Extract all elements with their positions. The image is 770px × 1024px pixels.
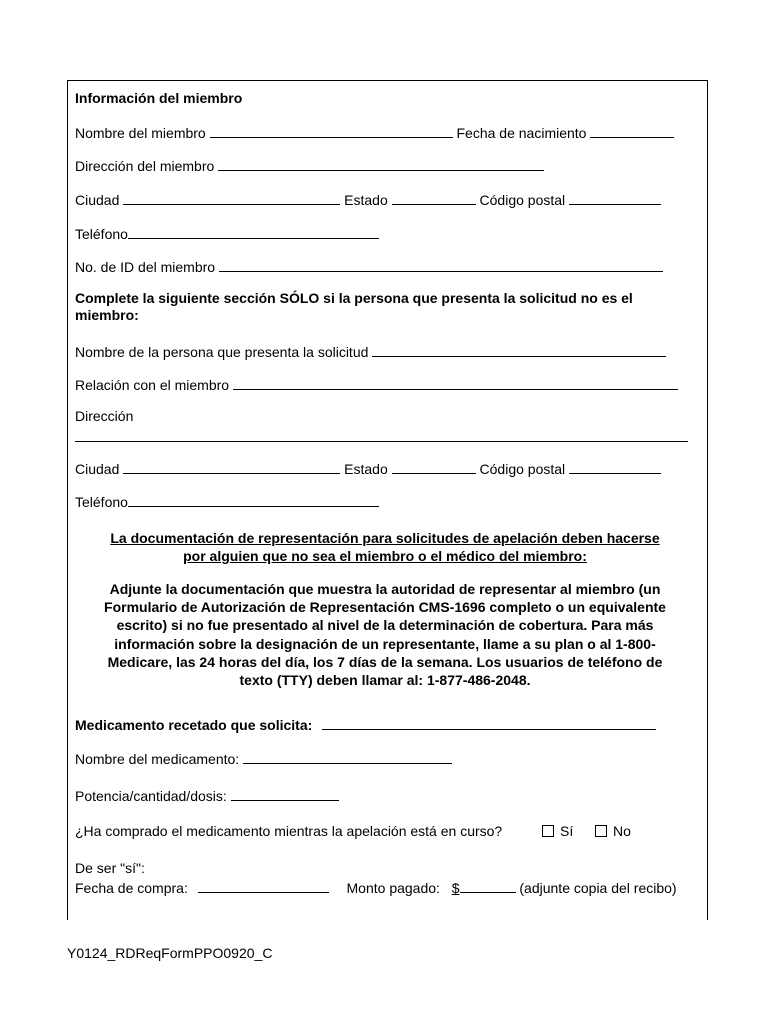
purchased-row — [75, 823, 631, 840]
instruction-line: Adjunte la documentación que muestra la autoridad de representar al miembro (un — [109, 581, 661, 597]
member-city-row — [75, 190, 661, 209]
requester-state-label: Estado — [344, 461, 388, 477]
requester-city-field[interactable] — [123, 459, 340, 474]
city-label: Ciudad — [75, 192, 120, 208]
requester-phone-field[interactable] — [128, 492, 379, 507]
instruction-line: Formulario de Autorización de Representación CMS-1696 completo o un equivalente — [104, 599, 666, 616]
member-id-label: No. de ID del miembro — [75, 259, 216, 275]
requester-phone-row — [75, 492, 379, 511]
relation-field[interactable] — [233, 375, 678, 390]
purchase-date-field[interactable] — [198, 878, 329, 893]
currency-symbol: $ — [451, 880, 460, 896]
requester-address-label: Dirección — [75, 408, 134, 424]
yes-checkbox[interactable] — [542, 825, 554, 837]
zip-label: Código postal — [479, 192, 566, 208]
form-code: Y0124_RDReqFormPPO0920_C — [67, 945, 273, 961]
state-field[interactable] — [392, 190, 476, 205]
instruction-line: Medicare, las 24 horas del día, los 7 días de la semana. Los usuarios de teléfono de — [107, 653, 663, 670]
requested-drug-row — [75, 715, 656, 734]
notice-line-1: La documentación de representación para solicitudes de apelación deben hacerse — [110, 530, 660, 546]
requester-section-heading: Complete la siguiente sección SÓLO si la persona que presenta la solicitud no es el miembro: — [75, 290, 633, 323]
purchase-row — [75, 878, 677, 897]
amount-paid-field[interactable] — [460, 878, 516, 893]
amount-paid-label: Monto pagado: — [346, 880, 440, 896]
relation-row — [75, 375, 678, 394]
no-checkbox[interactable] — [595, 825, 607, 837]
zip-field[interactable] — [569, 190, 661, 205]
requester-address-field[interactable] — [75, 441, 688, 442]
drug-name-row — [75, 749, 452, 768]
relation-label: Relación con el miembro — [75, 377, 230, 393]
requested-drug-field[interactable] — [322, 715, 656, 730]
requester-zip-field[interactable] — [569, 459, 661, 474]
requester-name-field[interactable] — [372, 342, 666, 357]
instruction-line: información sobre la designación de un representante, llame a su plan o al 1-800- — [114, 635, 656, 652]
requester-state-field[interactable] — [392, 459, 476, 474]
member-id-row — [75, 257, 663, 276]
requester-name-label: Nombre de la persona que presenta la solicitud — [75, 344, 369, 360]
representation-instructions — [75, 580, 695, 689]
strength-row — [75, 786, 339, 805]
state-label: Estado — [344, 192, 388, 208]
yes-label: Sí — [560, 823, 574, 839]
member-name-label: Nombre del miembro — [75, 125, 206, 141]
requested-drug-label: Medicamento recetado que solicita: — [75, 717, 313, 733]
representation-notice — [75, 529, 695, 565]
receipt-note: (adjunte copia del recibo) — [519, 880, 677, 896]
member-address-field[interactable] — [218, 156, 544, 171]
purchased-question: ¿Ha comprado el medicamento mientras la apelación está en curso? — [75, 823, 503, 839]
instruction-line: texto (TTY) deben llamar al: 1-877-486-2048. — [239, 672, 531, 689]
drug-name-field[interactable] — [243, 749, 452, 764]
member-id-field[interactable] — [219, 257, 663, 272]
instruction-line: escrito) si no fue presentado al nivel de la determinación de cobertura. Para más — [116, 617, 654, 634]
no-label: No — [613, 823, 631, 839]
requester-name-row — [75, 342, 666, 361]
city-field[interactable] — [123, 190, 340, 205]
member-section-heading: Información del miembro — [75, 90, 243, 106]
phone-field[interactable] — [128, 224, 379, 239]
member-address-row — [75, 156, 544, 175]
requester-city-label: Ciudad — [75, 461, 120, 477]
strength-label: Potencia/cantidad/dosis: — [75, 788, 227, 804]
dob-field[interactable] — [590, 123, 674, 138]
drug-name-label: Nombre del medicamento: — [75, 751, 240, 767]
notice-line-2: por alguien que no sea el miembro o el médico del miembro: — [183, 548, 587, 564]
requester-zip-label: Código postal — [479, 461, 566, 477]
phone-label: Teléfono — [75, 226, 128, 242]
requester-phone-label: Teléfono — [75, 494, 128, 510]
member-phone-row — [75, 224, 379, 243]
member-name-row — [75, 123, 674, 142]
member-name-field[interactable] — [210, 123, 453, 138]
if-yes-label: De ser "sí": — [75, 860, 145, 876]
purchase-date-label: Fecha de compra: — [75, 880, 188, 896]
dob-label: Fecha de nacimiento — [456, 125, 587, 141]
strength-field[interactable] — [231, 786, 339, 801]
requester-city-row — [75, 459, 661, 478]
member-address-label: Dirección del miembro — [75, 158, 215, 174]
